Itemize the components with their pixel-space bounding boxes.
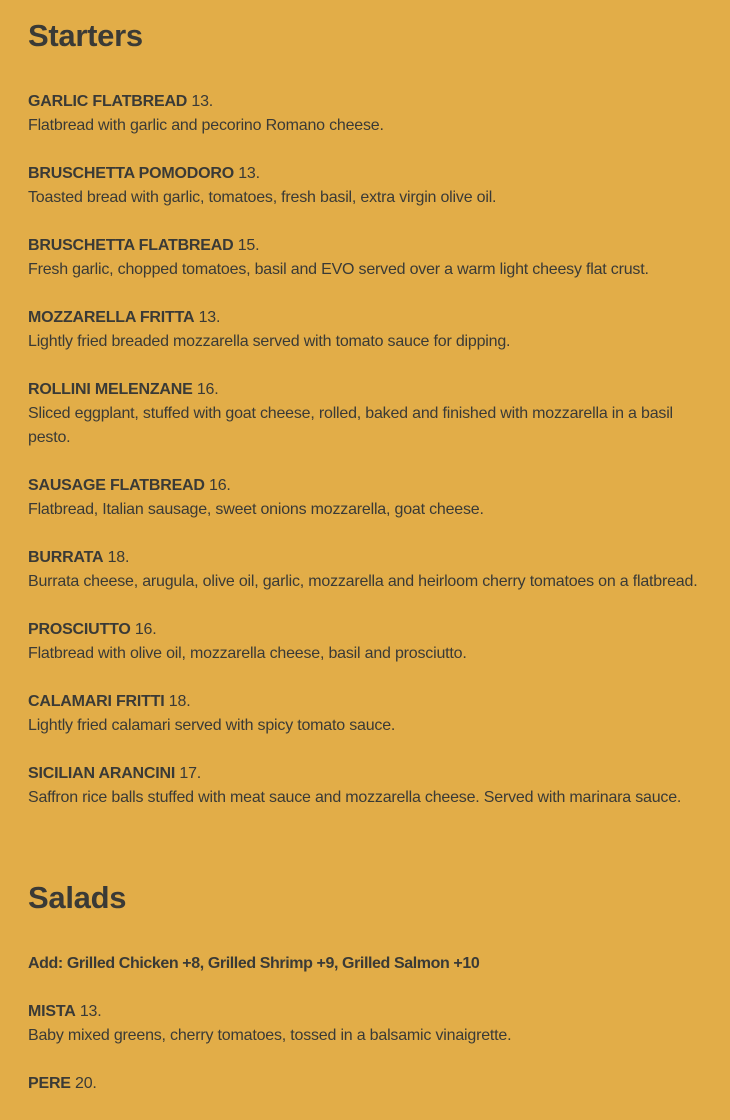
item-price: 13. — [238, 165, 260, 182]
item-price: 16. — [196, 381, 219, 398]
menu-item-garlic-flatbread — [28, 90, 702, 138]
menu-item-pere — [28, 1072, 702, 1096]
menu-item-mista — [28, 1000, 702, 1048]
starters-section — [28, 0, 702, 810]
item-price: 16. — [209, 477, 231, 494]
menu-item-bruschetta-pomodoro — [28, 162, 702, 210]
item-name: BRUSCHETTA POMODORO — [28, 165, 234, 182]
item-price: 20. — [75, 1075, 97, 1092]
item-name: BRUSCHETTA FLATBREAD — [28, 237, 234, 254]
item-price: 18. — [107, 549, 130, 566]
menu-item-prosciutto — [28, 618, 702, 666]
item-description: Sliced eggplant, stuffed with goat cheese, rolled, baked and finished with mozzarella in a basil pesto. — [28, 405, 673, 446]
item-price: 13. — [198, 309, 221, 326]
starters-item-list — [28, 90, 702, 810]
item-name: GARLIC FLATBREAD — [28, 93, 188, 110]
item-name: ROLLINI MELENZANE — [28, 381, 193, 398]
item-price: 18. — [168, 693, 191, 710]
item-name: MOZZARELLA FRITTA — [28, 309, 195, 326]
item-price: 13. — [191, 93, 214, 110]
item-name: SAUSAGE FLATBREAD — [28, 477, 205, 494]
item-name: BURRATA — [28, 549, 104, 566]
item-name: PROSCIUTTO — [28, 621, 131, 638]
item-name: PERE — [28, 1075, 71, 1092]
item-price: 17. — [179, 765, 202, 782]
item-price: 16. — [134, 621, 157, 638]
item-price: 15. — [237, 237, 260, 254]
menu-item-sausage-flatbread — [28, 474, 702, 522]
item-description: Fresh garlic, chopped tomatoes, basil and EVO served over a warm light cheesy flat crust. — [28, 261, 649, 278]
menu-item-calamari-fritti — [28, 690, 702, 738]
item-description: Lightly fried breaded mozzarella served with tomato sauce for dipping. — [28, 333, 511, 350]
item-description: Flatbread with olive oil, mozzarella cheese, basil and prosciutto. — [28, 645, 467, 662]
salads-item-list — [28, 1000, 702, 1096]
section-title-salads: Salads — [28, 880, 127, 915]
item-description: Lightly fried calamari served with spicy tomato sauce. — [28, 717, 396, 734]
item-description: Burrata cheese, arugula, olive oil, garlic, mozzarella and heirloom cherry tomatoes on a flatbread. — [28, 573, 698, 590]
item-name: CALAMARI FRITTI — [28, 693, 165, 710]
section-title-starters: Starters — [28, 18, 143, 53]
salad-addons-note: Add: Grilled Chicken +8, Grilled Shrimp +9, Grilled Salmon +10 — [28, 955, 480, 972]
menu-item-burrata — [28, 546, 702, 594]
item-price: 13. — [79, 1003, 102, 1020]
item-description: Baby mixed greens, cherry tomatoes, tossed in a balsamic vinaigrette. — [28, 1027, 512, 1044]
menu-item-rollini-melenzane — [28, 378, 702, 450]
menu-item-mozzarella-fritta — [28, 306, 702, 354]
item-description: Flatbread with garlic and pecorino Romano cheese. — [28, 117, 384, 134]
item-name: MISTA — [28, 1003, 76, 1020]
item-description: Toasted bread with garlic, tomatoes, fresh basil, extra virgin olive oil. — [28, 189, 497, 206]
item-description: Saffron rice balls stuffed with meat sauce and mozzarella cheese. Served with marinara sauce. — [28, 789, 682, 806]
item-name: SICILIAN ARANCINI — [28, 765, 176, 782]
item-description: Flatbread, Italian sausage, sweet onions mozzarella, goat cheese. — [28, 501, 484, 518]
menu-item-bruschetta-flatbread — [28, 234, 702, 282]
salads-section — [28, 880, 702, 1096]
menu-item-sicilian-arancini — [28, 762, 702, 810]
